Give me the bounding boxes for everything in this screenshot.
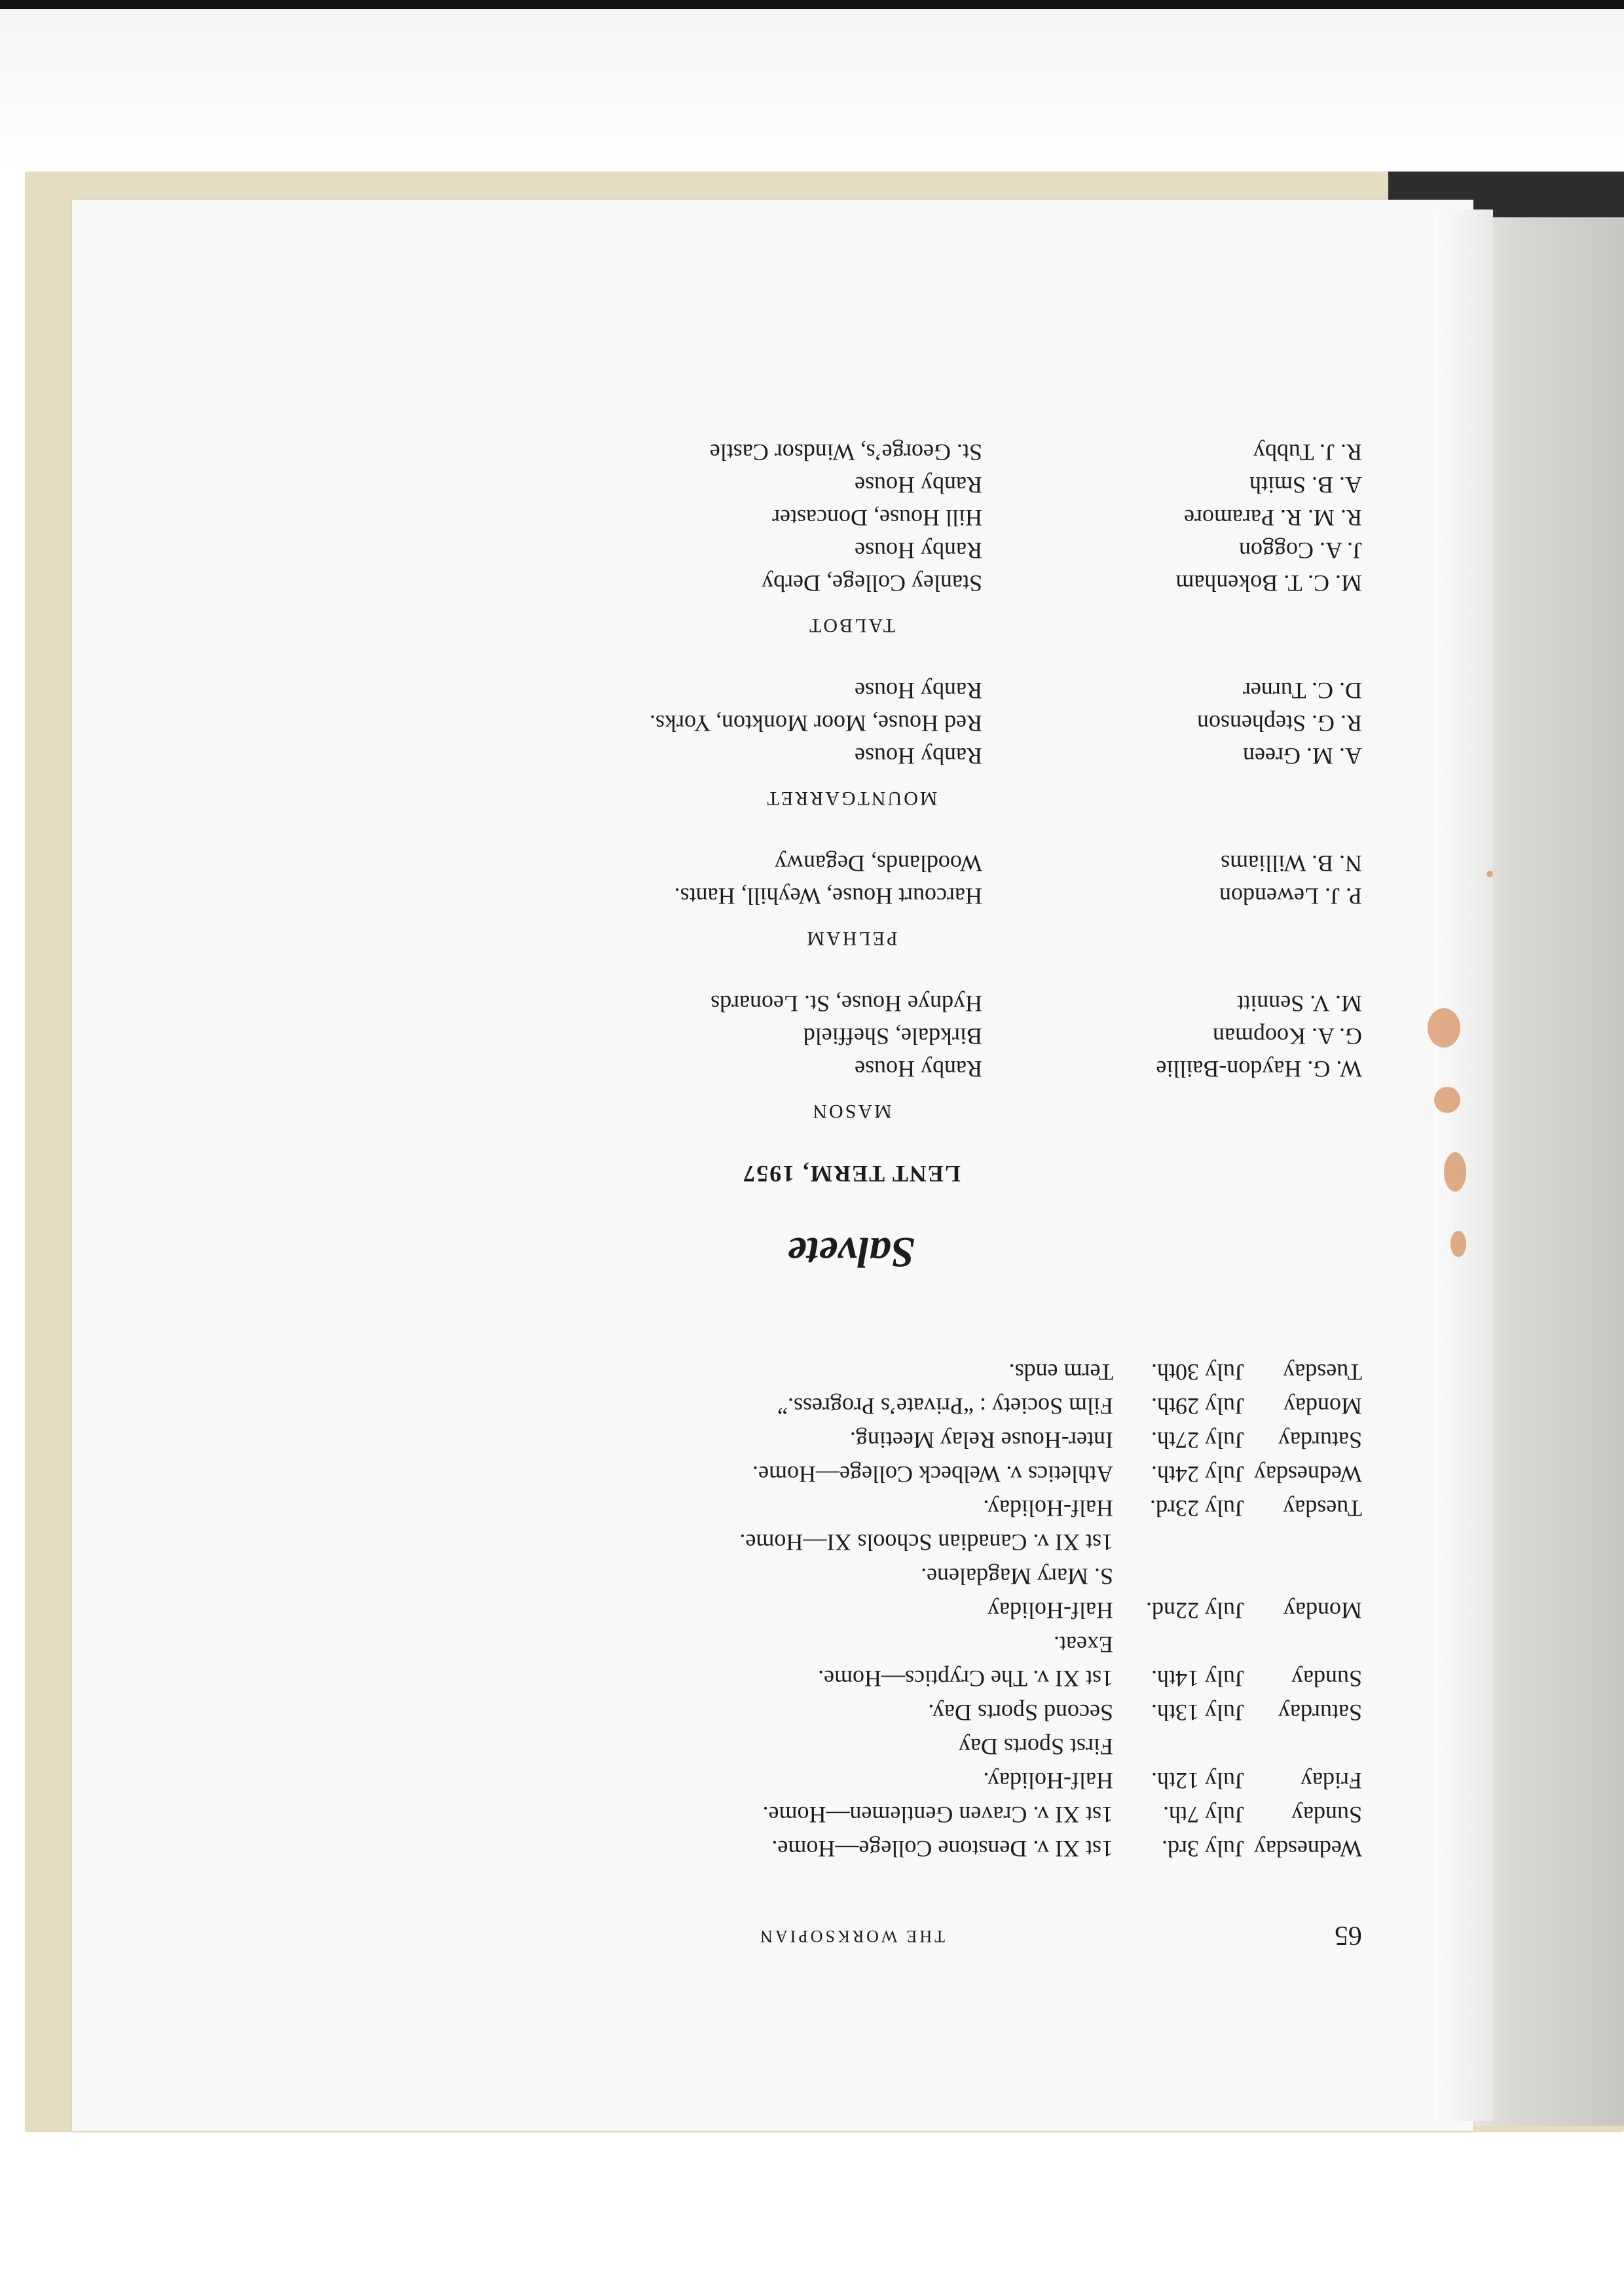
calendar-event: Second Sports Day.	[928, 1700, 1113, 1726]
boy-name: R. M. R. Paramore	[1184, 505, 1362, 531]
new-boy-entry	[341, 674, 1362, 707]
new-boy-entry	[341, 880, 1362, 913]
calendar-day: Wednesday	[1253, 1461, 1362, 1487]
previous-school: Ranby House	[855, 1056, 982, 1082]
calendar-day: Saturday	[1278, 1427, 1362, 1453]
calendar-events	[341, 1628, 1113, 1696]
calendar-row	[341, 1389, 1362, 1423]
calendar-list	[341, 1355, 1362, 1866]
boy-name: P. J. Lewendon	[1219, 883, 1362, 909]
calendar-row	[341, 1525, 1362, 1628]
foxing-stain	[1486, 871, 1493, 877]
term-heading: LENT TERM, 1957	[742, 1161, 961, 1187]
calendar-event: Half-Holiday.	[983, 1495, 1113, 1522]
foxing-stain	[1450, 1231, 1466, 1257]
scan-top-edge	[0, 0, 1624, 9]
calendar-event: Exeat.	[1054, 1631, 1113, 1658]
boy-name: M. V. Sennitt	[1237, 991, 1362, 1017]
previous-school: Hill House, Doncaster	[772, 505, 982, 531]
calendar-event: 1st XI v. Canadian Schools XI—Home.	[739, 1529, 1113, 1556]
calendar-event: Inter-House Relay Meeting.	[849, 1427, 1113, 1453]
printed-page-content	[341, 426, 1362, 1951]
calendar-day: Tuesday	[1283, 1495, 1362, 1522]
calendar-row	[341, 1355, 1362, 1389]
previous-school: St. George’s, Windsor Castle	[709, 439, 982, 465]
calendar-events	[341, 1423, 1113, 1457]
previous-school: Ranby House	[855, 678, 982, 704]
calendar-events	[341, 1457, 1113, 1491]
calendar-row	[341, 1798, 1362, 1832]
calendar-event: S. Mary Magdalene.	[921, 1563, 1113, 1590]
new-boy-entry	[341, 501, 1362, 534]
calendar-row	[341, 1832, 1362, 1866]
calendar-day: Saturday	[1278, 1700, 1362, 1726]
calendar-date: July 14th.	[1151, 1666, 1244, 1692]
calendar-date: July 27th.	[1151, 1427, 1244, 1453]
new-boy-entry	[341, 567, 1362, 600]
calendar-day: Sunday	[1291, 1802, 1362, 1828]
calendar-day: Tuesday	[1283, 1359, 1362, 1385]
new-boy-entry	[341, 1020, 1362, 1053]
new-boy-entry	[341, 436, 1362, 469]
calendar-events	[341, 1491, 1113, 1525]
calendar-date: July 24th.	[1151, 1461, 1244, 1487]
calendar-event: 1st XI v. Craven Gentlemen—Home.	[762, 1802, 1113, 1828]
previous-school: Stanley College, Derby	[762, 570, 982, 596]
calendar-events	[341, 1389, 1113, 1423]
calendar-date: July 7th.	[1162, 1802, 1244, 1828]
calendar-date: July 23rd.	[1150, 1495, 1244, 1522]
calendar-day: Monday	[1283, 1393, 1362, 1419]
calendar-event: Half-Holiday	[987, 1597, 1113, 1624]
new-boy-entry	[341, 534, 1362, 567]
calendar-date: July 29th.	[1151, 1393, 1244, 1419]
boy-name: J. A. Coggon	[1238, 538, 1362, 564]
house-section-talbot	[341, 436, 1362, 642]
new-boy-entry	[341, 1053, 1362, 1085]
previous-school: Birkdale, Sheffield	[803, 1023, 982, 1049]
house-name: TALBOT	[807, 615, 895, 636]
new-boy-entry	[341, 469, 1362, 501]
calendar-events	[341, 1832, 1113, 1866]
calendar-day: Wednesday	[1253, 1836, 1362, 1862]
boy-name: A. B. Smith	[1249, 472, 1362, 498]
boy-name: D. C. Turner	[1242, 678, 1362, 704]
previous-school: Harcourt House, Weyhill, Hants.	[674, 883, 982, 909]
boy-name: R. G. Stephenson	[1197, 710, 1362, 737]
new-boy-entry	[341, 987, 1362, 1020]
previous-school: Woodlands, Deganwy	[774, 850, 982, 877]
journal-title: THE WORKSOPIAN	[758, 1927, 945, 1946]
foxing-stain	[1428, 1008, 1460, 1048]
calendar-event: First Sports Day	[958, 1734, 1113, 1760]
calendar-day: Monday	[1283, 1597, 1362, 1624]
boy-name: W. G. Haydon-Baillie	[1156, 1056, 1362, 1082]
calendar-day: Friday	[1301, 1768, 1362, 1794]
new-boy-entry	[341, 740, 1362, 773]
previous-school: Hydnye House, St. Leonards	[710, 991, 982, 1017]
calendar-event: 1st XI v. The Cryptics—Home.	[818, 1666, 1113, 1692]
calendar-events	[341, 1798, 1113, 1832]
house-name: MASON	[811, 1101, 892, 1122]
house-name: PELHAM	[805, 928, 898, 949]
calendar-event: Athletics v. Welbeck College—Home.	[752, 1461, 1113, 1487]
running-head	[341, 1899, 1362, 1951]
boy-name: R. J. Tubby	[1253, 439, 1362, 465]
calendar-event: Film Society : “Private’s Progress.”	[777, 1393, 1113, 1419]
calendar-date: July 30th.	[1151, 1359, 1244, 1385]
calendar-event: 1st XI v. Denstone College—Home.	[771, 1836, 1113, 1862]
calendar-events	[341, 1525, 1113, 1628]
foxing-stain	[1434, 1087, 1460, 1113]
previous-school: Ranby House	[855, 472, 982, 498]
calendar-event: Half-Holiday.	[983, 1768, 1113, 1794]
boy-name: N. B. Williams	[1221, 850, 1362, 877]
calendar-date: July 3rd.	[1162, 1836, 1244, 1862]
calendar-row	[341, 1491, 1362, 1525]
previous-school: Red House, Moor Monkton, Yorks.	[649, 710, 982, 737]
calendar-events	[341, 1730, 1113, 1798]
calendar-events	[341, 1696, 1113, 1730]
new-boy-entry	[341, 707, 1362, 740]
boy-name: A. M. Green	[1243, 743, 1362, 769]
calendar-event: Term ends.	[1008, 1359, 1113, 1385]
calendar-date: July 12th.	[1151, 1768, 1244, 1794]
page-number: 65	[1335, 1920, 1362, 1950]
calendar-row	[341, 1696, 1362, 1730]
boy-name: M. C. T. Bokenham	[1175, 570, 1362, 596]
calendar-row	[341, 1457, 1362, 1491]
house-name: MOUNTGARRET	[765, 788, 938, 809]
calendar-date: July 22nd.	[1145, 1597, 1244, 1624]
house-section-mountgarret	[341, 674, 1362, 814]
calendar-events	[341, 1355, 1113, 1389]
scan-background	[0, 9, 1624, 173]
house-section-pelham	[341, 847, 1362, 955]
calendar-row	[341, 1628, 1362, 1696]
boy-name: G. A. Koopman	[1213, 1023, 1362, 1049]
previous-school: Ranby House	[855, 538, 982, 564]
previous-school: Ranby House	[855, 743, 982, 769]
salvete-heading: Salvete	[787, 1228, 915, 1276]
calendar-date: July 13th.	[1151, 1700, 1244, 1726]
new-boy-entry	[341, 847, 1362, 880]
house-section-mason	[341, 987, 1362, 1127]
foxing-stain	[1444, 1152, 1466, 1192]
calendar-row	[341, 1730, 1362, 1798]
calendar-day: Sunday	[1291, 1666, 1362, 1692]
calendar-row	[341, 1423, 1362, 1457]
